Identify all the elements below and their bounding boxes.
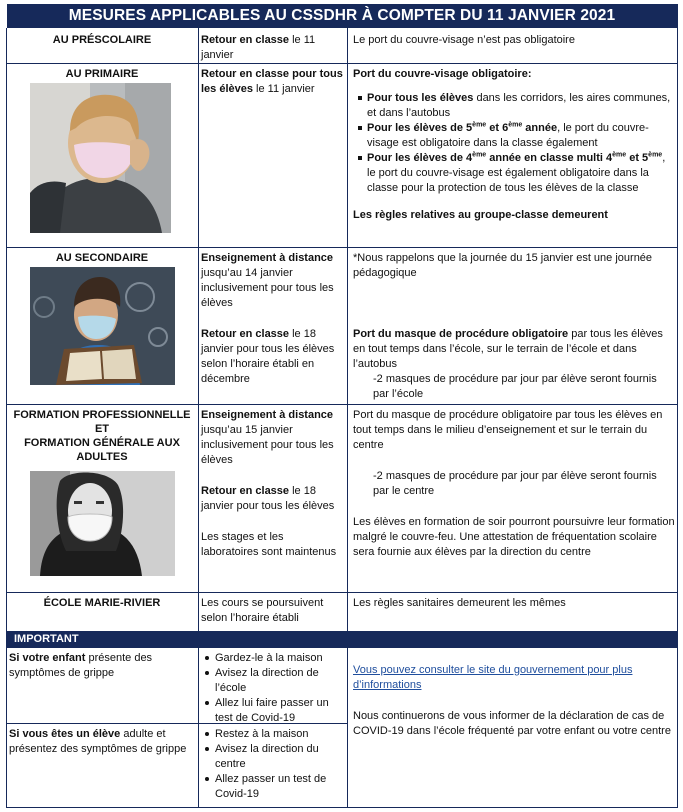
secondaire-note: *Nous rappelons que la journée du 15 janvier est une journée pédagogique [353,252,653,279]
list-item [367,151,675,196]
primaire-retour-rest: le 11 janvier [253,83,315,95]
b1-rest: dans les corridors, les aires communes, et dans l’autobus [367,92,671,119]
grid-line [6,63,678,64]
primaire-retour-bold: Retour en classe pour tous les élèves [201,68,343,95]
secondaire-mesures [353,251,675,402]
list-item [215,727,344,742]
b3-sup-b: ème [612,151,627,159]
b2-sup-b: ème [508,121,523,129]
level-prescolaire: AU PRÉSCOLAIRE [52,34,152,46]
b3-sup-c: ème [648,151,663,159]
b2-a: Pour les élèves de 5 [367,122,473,134]
eleve-actions [201,727,344,802]
eleve-action-1: Restez à la maison [215,728,309,740]
secondaire-masque-rest: par tous les élèves en tout temps dans l’école, sur le terrain de l’école et dans l’autobus [353,328,663,370]
primaire-list [353,91,675,196]
b3-sup-a: ème [472,151,487,159]
photo-woman-mask [30,471,175,576]
formation-retour-bold: Retour en classe [201,485,290,497]
enfant-rest: présente des symptômes de grippe [9,652,153,679]
grid-line [6,28,7,808]
primaire-mesures [353,67,675,223]
b2-rest: , le port du couvre-visage est obligatoire dans la classe également [367,122,649,149]
enfant-actions [201,651,344,726]
secondaire-retour-rest: le 18 janvier pour tous les élèves selon l’horaire établi en décembre [201,328,335,385]
important-eleve [9,727,189,757]
level-formation-2: ET [94,423,110,435]
level-primaire: AU PRIMAIRE [65,68,139,80]
formation-dist-rest: jusqu’au 15 janvier inclusivement pour tous les élèves [201,424,334,466]
grid-line [347,28,348,631]
list-item [215,651,344,666]
level-formation-3: FORMATION GÉNÉRALE AUX ADULTES [24,437,180,463]
primaire-retour [201,67,344,97]
b3-c: et 5 [626,152,649,164]
formation-soir: Les élèves en formation de soir pourront poursuivre leur formation malgré le couvre-feu. Une attestation de fréquentation scolaire sera fournie aux élèves par la direction du centre [353,516,675,558]
level-marie-rivier: ÉCOLE MARIE-RIVIER [43,597,161,609]
list-item [215,666,344,696]
grid-line [6,247,678,248]
document-title: MESURES APPLICABLES AU CSSDHR À COMPTER DU 11 JANVIER 2021 [6,4,678,28]
b3-a: Pour les élèves de 4 [367,152,473,164]
primaire-regles: Les règles relatives au groupe-classe demeurent [353,209,608,221]
enfant-bold: Si votre enfant [9,652,86,664]
prescolaire-retour-bold: Retour en classe [201,34,290,46]
prescolaire-retour-rest: le 11 janvier [201,34,316,61]
grid-line [198,648,199,808]
important-info [353,663,675,739]
level-formation-1: FORMATION PROFESSIONNELLE [13,409,191,421]
list-item [367,91,675,121]
eleve-bold: Si vous êtes un élève [9,728,121,740]
b3-b: année en classe multi 4 [486,152,613,164]
formation-calendrier [201,408,344,560]
document [6,4,678,808]
formation-retour-rest: le 18 janvier pour tous les élèves [201,485,335,512]
marie-rivier-cours: Les cours se poursuivent selon l’horaire établi [201,597,324,624]
gouvernement-link[interactable]: Vous pouvez consulter le site du gouvernement pour plus d’informations [353,664,633,691]
grid-line [6,592,678,593]
primaire-heading: Port du couvre-visage obligatoire: [353,68,532,80]
list-item [215,772,344,802]
marie-rivier-regles: Les règles sanitaires demeurent les mêmes [353,597,566,609]
eleve-rest: adulte et présentez des symptômes de grippe [9,728,187,755]
secondaire-masques-nb: -2 masques de procédure par jour par élève seront fournis par l’école [373,373,657,400]
grid-line [6,404,678,405]
formation-masques-nb: -2 masques de procédure par jour par élève seront fournis par le centre [373,470,657,497]
b1-bold: Pour tous les élèves [367,92,474,104]
eleve-action-3: Allez passer un test de Covid-19 [215,773,327,800]
secondaire-calendrier [201,251,344,387]
b2-c: année [522,122,558,134]
title-edge [6,4,7,28]
important-enfant [9,651,189,681]
secondaire-dist-bold: Enseignement à distance [201,252,334,264]
secondaire-retour-bold: Retour en classe [201,328,290,340]
b2-b: et 6 [486,122,509,134]
grid-line [198,28,199,631]
formation-dist-bold: Enseignement à distance [201,409,334,421]
enfant-action-2: Avisez la direction de l’école [215,667,319,694]
formation-stages: Les stages et les laboratoires sont maintenus [201,531,337,558]
level-secondaire: AU SECONDAIRE [55,252,149,264]
grid-line [677,28,678,808]
prescolaire-mesure: Le port du couvre-visage n’est pas obligatoire [353,34,575,46]
b2-sup-a: ème [472,121,487,129]
eleve-action-2: Avisez la direction du centre [215,743,319,770]
list-item [215,742,344,772]
formation-mesures [353,408,675,560]
important-header: IMPORTANT [6,631,678,648]
secondaire-dist-rest: jusqu’au 14 janvier inclusivement pour tous les élèves [201,267,334,309]
photo-boy-reading [30,267,175,385]
formation-masque: Port du masque de procédure obligatoire par tous les élèves en tout temps dans le milieu d’enseignement et sur le terrain du centre [353,409,663,451]
secondaire-masque-bold: Port du masque de procédure obligatoire [353,328,569,340]
enfant-action-1: Gardez-le à la maison [215,652,323,664]
b3-rest: , le port du couvre-visage est également obligatoire dans la classe pour la protection de tous les élèves de la classe [367,152,666,194]
grid-line [6,807,678,808]
photo-girl-mask [30,83,171,233]
list-item [367,121,675,151]
level-formation [9,408,195,464]
list-item [215,696,344,726]
prescolaire-retour [201,33,344,63]
grid-line [347,648,348,808]
important-info-text: Nous continuerons de vous informer de la déclaration de cas de COVID-19 dans l’école fréquenté par votre enfant ou votre centre [353,710,671,737]
enfant-action-3: Allez lui faire passer un test de Covid-19 [215,697,329,724]
